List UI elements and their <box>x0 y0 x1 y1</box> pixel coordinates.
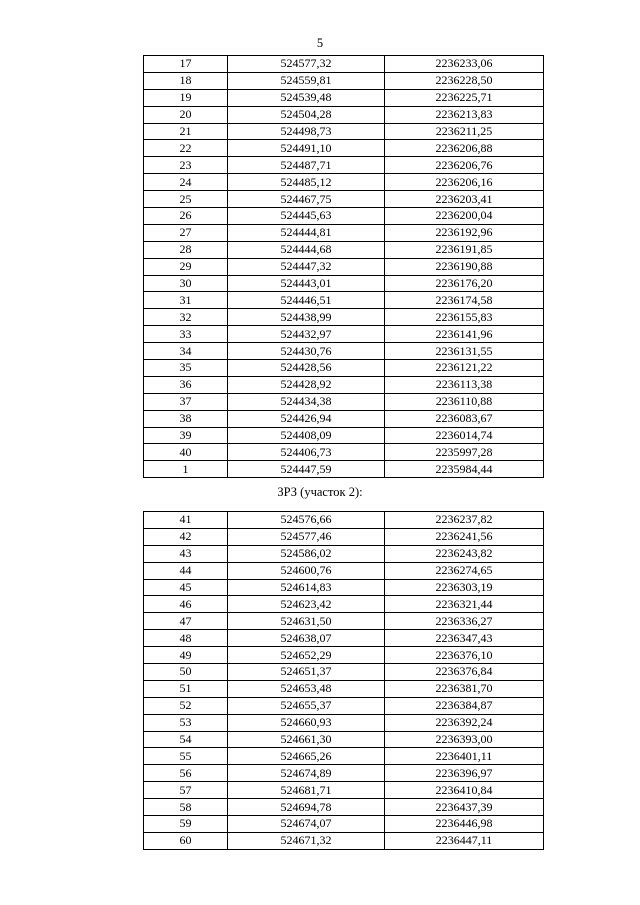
point-number-cell: 19 <box>144 89 228 106</box>
y-coordinate-cell: 2236211,25 <box>385 123 544 140</box>
point-number-cell: 49 <box>144 647 228 664</box>
table-row <box>144 630 544 647</box>
table-row <box>144 309 544 326</box>
x-coordinate-cell: 524485,12 <box>228 174 385 191</box>
table-row <box>144 731 544 748</box>
point-number-cell: 45 <box>144 579 228 596</box>
table-row <box>144 89 544 106</box>
point-number-cell: 40 <box>144 444 228 461</box>
point-number-cell: 59 <box>144 816 228 833</box>
y-coordinate-cell: 2236446,98 <box>385 816 544 833</box>
point-number-cell: 28 <box>144 241 228 258</box>
page-number: 5 <box>316 36 324 50</box>
table-row <box>144 123 544 140</box>
point-number-cell: 46 <box>144 596 228 613</box>
point-number-cell: 53 <box>144 714 228 731</box>
table-row <box>144 275 544 292</box>
table-row <box>144 512 544 529</box>
y-coordinate-cell: 2236141,96 <box>385 326 544 343</box>
y-coordinate-cell: 2236437,39 <box>385 799 544 816</box>
y-coordinate-cell: 2236206,88 <box>385 140 544 157</box>
y-coordinate-cell: 2236447,11 <box>385 832 544 849</box>
y-coordinate-cell: 2236228,50 <box>385 72 544 89</box>
x-coordinate-cell: 524443,01 <box>228 275 385 292</box>
x-coordinate-cell: 524661,30 <box>228 731 385 748</box>
x-coordinate-cell: 524406,73 <box>228 444 385 461</box>
y-coordinate-cell: 2236237,82 <box>385 512 544 529</box>
x-coordinate-cell: 524444,68 <box>228 241 385 258</box>
point-number-cell: 47 <box>144 613 228 630</box>
x-coordinate-cell: 524428,92 <box>228 376 385 393</box>
x-coordinate-cell: 524674,07 <box>228 816 385 833</box>
table-row <box>144 376 544 393</box>
x-coordinate-cell: 524446,51 <box>228 292 385 309</box>
x-coordinate-cell: 524681,71 <box>228 782 385 799</box>
point-number-cell: 57 <box>144 782 228 799</box>
table-row <box>144 241 544 258</box>
point-number-cell: 41 <box>144 512 228 529</box>
y-coordinate-cell: 2236174,58 <box>385 292 544 309</box>
y-coordinate-cell: 2236155,83 <box>385 309 544 326</box>
y-coordinate-cell: 2236401,11 <box>385 748 544 765</box>
section-title-plot-2: ЗРЗ (участок 2): <box>277 485 363 499</box>
y-coordinate-cell: 2236410,84 <box>385 782 544 799</box>
y-coordinate-cell: 2236014,74 <box>385 427 544 444</box>
x-coordinate-cell: 524660,93 <box>228 714 385 731</box>
y-coordinate-cell: 2236241,56 <box>385 528 544 545</box>
point-number-cell: 35 <box>144 360 228 377</box>
x-coordinate-cell: 524445,63 <box>228 208 385 225</box>
y-coordinate-cell: 2236113,38 <box>385 376 544 393</box>
point-number-cell: 27 <box>144 224 228 241</box>
table-row <box>144 579 544 596</box>
point-number-cell: 1 <box>144 461 228 478</box>
y-coordinate-cell: 2236274,65 <box>385 562 544 579</box>
table-row <box>144 410 544 427</box>
table-row <box>144 174 544 191</box>
y-coordinate-cell: 2236121,22 <box>385 360 544 377</box>
table-row <box>144 799 544 816</box>
y-coordinate-cell: 2236110,88 <box>385 393 544 410</box>
x-coordinate-cell: 524600,76 <box>228 562 385 579</box>
table-row <box>144 596 544 613</box>
table-row <box>144 393 544 410</box>
x-coordinate-cell: 524655,37 <box>228 697 385 714</box>
point-number-cell: 48 <box>144 630 228 647</box>
table-row <box>144 782 544 799</box>
x-coordinate-cell: 524432,97 <box>228 326 385 343</box>
point-number-cell: 38 <box>144 410 228 427</box>
point-number-cell: 25 <box>144 191 228 208</box>
y-coordinate-cell: 2236384,87 <box>385 697 544 714</box>
point-number-cell: 43 <box>144 545 228 562</box>
x-coordinate-cell: 524694,78 <box>228 799 385 816</box>
x-coordinate-cell: 524438,99 <box>228 309 385 326</box>
point-number-cell: 36 <box>144 376 228 393</box>
x-coordinate-cell: 524504,28 <box>228 106 385 123</box>
point-number-cell: 44 <box>144 562 228 579</box>
x-coordinate-cell: 524434,38 <box>228 393 385 410</box>
y-coordinate-cell: 2236396,97 <box>385 765 544 782</box>
y-coordinate-cell: 2236083,67 <box>385 410 544 427</box>
y-coordinate-cell: 2236131,55 <box>385 343 544 360</box>
table-2-body <box>144 512 544 850</box>
point-number-cell: 60 <box>144 832 228 849</box>
y-coordinate-cell: 2236213,83 <box>385 106 544 123</box>
y-coordinate-cell: 2236192,96 <box>385 224 544 241</box>
y-coordinate-cell: 2236225,71 <box>385 89 544 106</box>
table-row <box>144 326 544 343</box>
point-number-cell: 31 <box>144 292 228 309</box>
y-coordinate-cell: 2236176,20 <box>385 275 544 292</box>
table-row <box>144 647 544 664</box>
table-row <box>144 461 544 478</box>
point-number-cell: 18 <box>144 72 228 89</box>
point-number-cell: 58 <box>144 799 228 816</box>
x-coordinate-cell: 524559,81 <box>228 72 385 89</box>
point-number-cell: 37 <box>144 393 228 410</box>
x-coordinate-cell: 524653,48 <box>228 680 385 697</box>
x-coordinate-cell: 524614,83 <box>228 579 385 596</box>
table-row <box>144 664 544 681</box>
x-coordinate-cell: 524623,42 <box>228 596 385 613</box>
y-coordinate-cell: 2236206,76 <box>385 157 544 174</box>
table-row <box>144 360 544 377</box>
table-row <box>144 106 544 123</box>
x-coordinate-cell: 524631,50 <box>228 613 385 630</box>
table-row <box>144 528 544 545</box>
x-coordinate-cell: 524428,56 <box>228 360 385 377</box>
point-number-cell: 51 <box>144 680 228 697</box>
table-row <box>144 157 544 174</box>
table-row <box>144 562 544 579</box>
table-row <box>144 56 544 73</box>
table-row <box>144 72 544 89</box>
x-coordinate-cell: 524577,46 <box>228 528 385 545</box>
point-number-cell: 34 <box>144 343 228 360</box>
point-number-cell: 39 <box>144 427 228 444</box>
y-coordinate-cell: 2236376,10 <box>385 647 544 664</box>
table-1-body <box>144 56 544 478</box>
x-coordinate-cell: 524491,10 <box>228 140 385 157</box>
table-row <box>144 832 544 849</box>
point-number-cell: 22 <box>144 140 228 157</box>
x-coordinate-cell: 524651,37 <box>228 664 385 681</box>
y-coordinate-cell: 2236321,44 <box>385 596 544 613</box>
table-row <box>144 680 544 697</box>
y-coordinate-cell: 2236393,00 <box>385 731 544 748</box>
x-coordinate-cell: 524539,48 <box>228 89 385 106</box>
point-number-cell: 23 <box>144 157 228 174</box>
table-row <box>144 816 544 833</box>
x-coordinate-cell: 524652,29 <box>228 647 385 664</box>
y-coordinate-cell: 2236392,24 <box>385 714 544 731</box>
point-number-cell: 33 <box>144 326 228 343</box>
table-row <box>144 613 544 630</box>
point-number-cell: 17 <box>144 56 228 73</box>
point-number-cell: 42 <box>144 528 228 545</box>
x-coordinate-cell: 524674,89 <box>228 765 385 782</box>
y-coordinate-cell: 2236190,88 <box>385 258 544 275</box>
y-coordinate-cell: 2236381,70 <box>385 680 544 697</box>
table-row <box>144 258 544 275</box>
y-coordinate-cell: 2236203,41 <box>385 191 544 208</box>
y-coordinate-cell: 2236191,85 <box>385 241 544 258</box>
x-coordinate-cell: 524426,94 <box>228 410 385 427</box>
point-number-cell: 56 <box>144 765 228 782</box>
point-number-cell: 52 <box>144 697 228 714</box>
table-row <box>144 748 544 765</box>
x-coordinate-cell: 524447,59 <box>228 461 385 478</box>
table-row <box>144 224 544 241</box>
y-coordinate-cell: 2235997,28 <box>385 444 544 461</box>
x-coordinate-cell: 524671,32 <box>228 832 385 849</box>
x-coordinate-cell: 524638,07 <box>228 630 385 647</box>
point-number-cell: 29 <box>144 258 228 275</box>
table-row <box>144 545 544 562</box>
table-row <box>144 714 544 731</box>
point-number-cell: 30 <box>144 275 228 292</box>
y-coordinate-cell: 2236303,19 <box>385 579 544 596</box>
x-coordinate-cell: 524408,09 <box>228 427 385 444</box>
point-number-cell: 50 <box>144 664 228 681</box>
point-number-cell: 32 <box>144 309 228 326</box>
y-coordinate-cell: 2236206,16 <box>385 174 544 191</box>
x-coordinate-cell: 524498,73 <box>228 123 385 140</box>
table-row <box>144 292 544 309</box>
table-row <box>144 444 544 461</box>
table-row <box>144 208 544 225</box>
y-coordinate-cell: 2236233,06 <box>385 56 544 73</box>
point-number-cell: 20 <box>144 106 228 123</box>
x-coordinate-cell: 524576,66 <box>228 512 385 529</box>
table-row <box>144 697 544 714</box>
point-number-cell: 54 <box>144 731 228 748</box>
x-coordinate-cell: 524467,75 <box>228 191 385 208</box>
y-coordinate-cell: 2236336,27 <box>385 613 544 630</box>
table-row <box>144 191 544 208</box>
table-row <box>144 765 544 782</box>
table-row <box>144 427 544 444</box>
x-coordinate-cell: 524665,26 <box>228 748 385 765</box>
point-number-cell: 21 <box>144 123 228 140</box>
x-coordinate-cell: 524487,71 <box>228 157 385 174</box>
y-coordinate-cell: 2236243,82 <box>385 545 544 562</box>
table-row <box>144 140 544 157</box>
x-coordinate-cell: 524447,32 <box>228 258 385 275</box>
y-coordinate-cell: 2236347,43 <box>385 630 544 647</box>
coordinates-table-1 <box>143 55 544 478</box>
x-coordinate-cell: 524444,81 <box>228 224 385 241</box>
y-coordinate-cell: 2236200,04 <box>385 208 544 225</box>
y-coordinate-cell: 2236376,84 <box>385 664 544 681</box>
x-coordinate-cell: 524577,32 <box>228 56 385 73</box>
coordinates-table-2 <box>143 511 544 850</box>
x-coordinate-cell: 524586,02 <box>228 545 385 562</box>
y-coordinate-cell: 2235984,44 <box>385 461 544 478</box>
x-coordinate-cell: 524430,76 <box>228 343 385 360</box>
table-row <box>144 343 544 360</box>
point-number-cell: 55 <box>144 748 228 765</box>
point-number-cell: 24 <box>144 174 228 191</box>
point-number-cell: 26 <box>144 208 228 225</box>
